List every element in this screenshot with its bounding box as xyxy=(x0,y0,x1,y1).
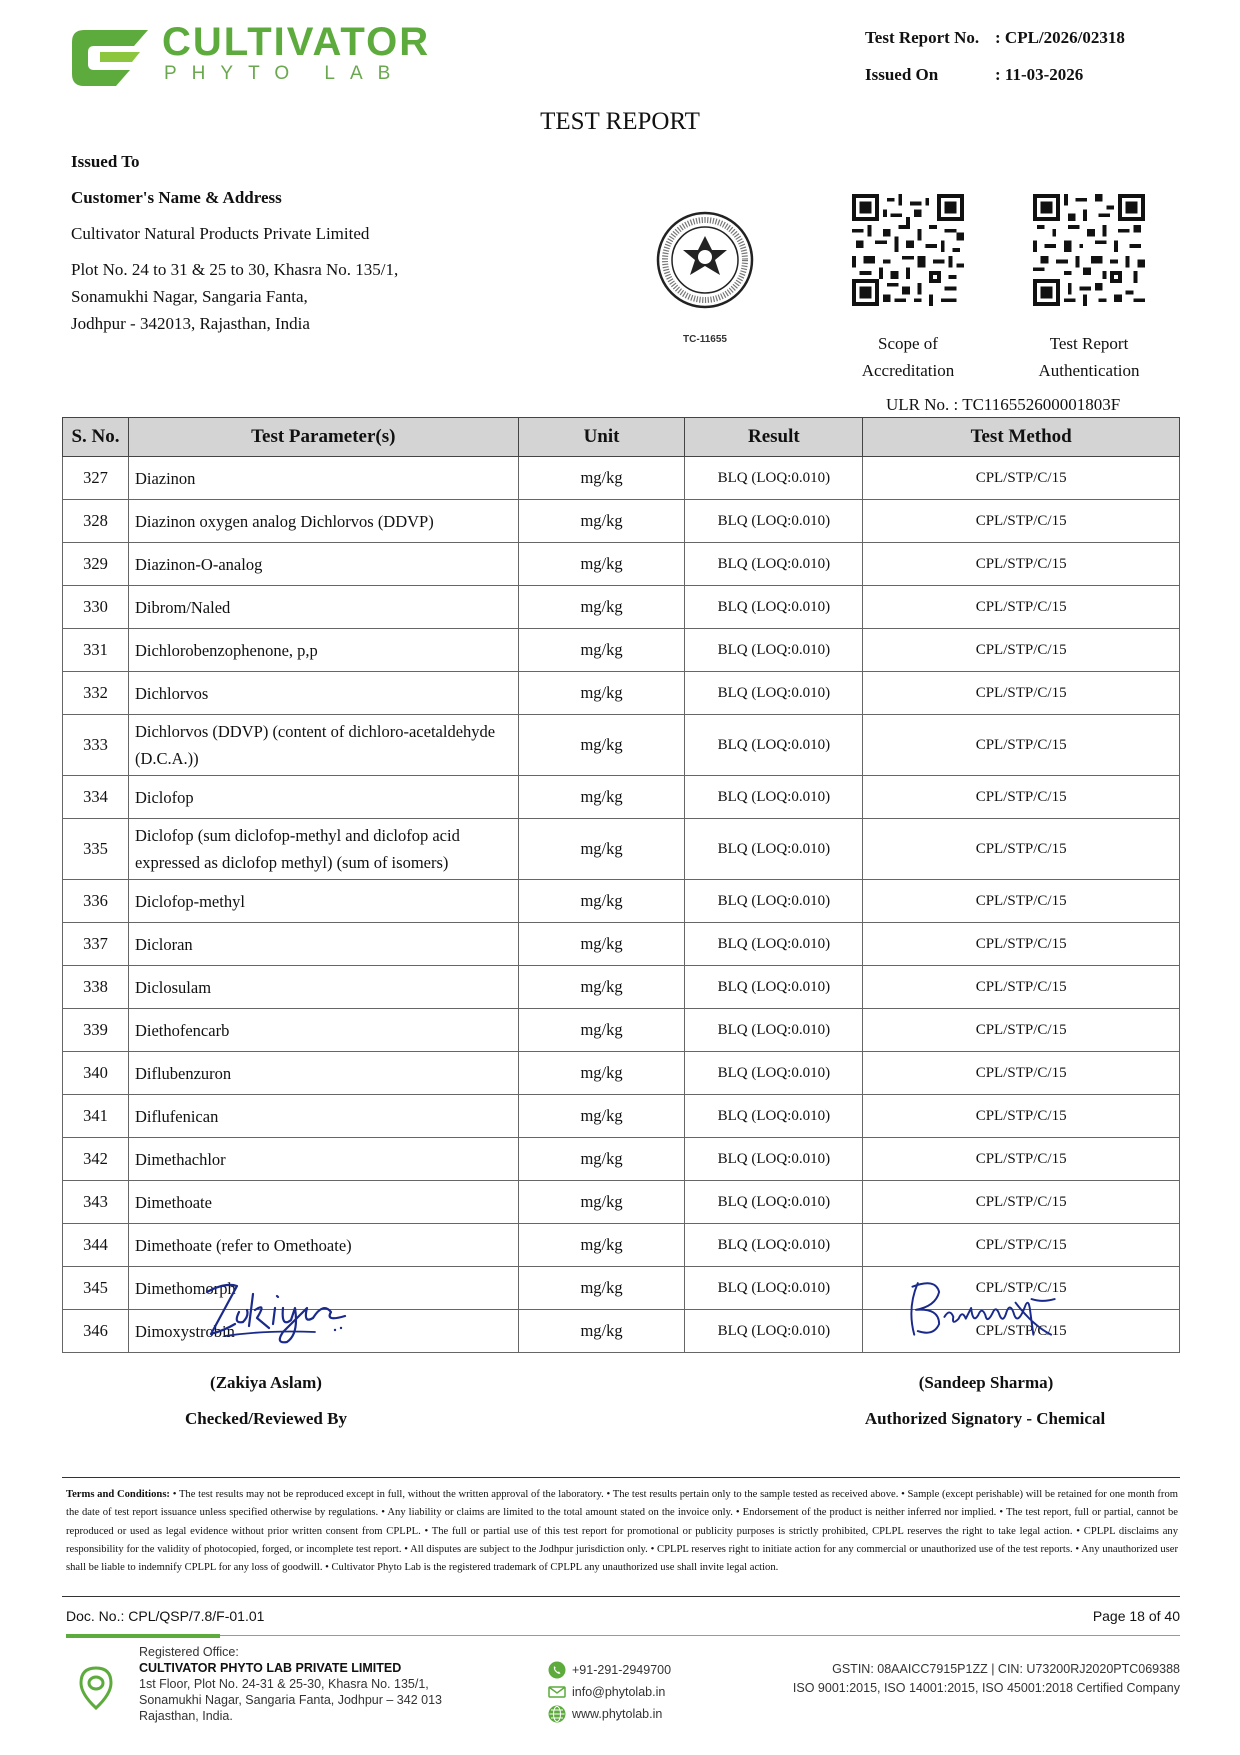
cell-parameter: Dichlorvos (DDVP) (content of dichloro-acetaldehyde (D.C.A.)) xyxy=(128,715,518,776)
checker-role: Checked/Reviewed By xyxy=(185,1409,347,1428)
table-row xyxy=(63,880,1180,923)
table-row xyxy=(63,715,1180,776)
column-header-method: Test Method xyxy=(863,418,1180,457)
cell-parameter: Diazinon oxygen analog Dichlorvos (DDVP) xyxy=(128,500,518,543)
cell-sno: 335 xyxy=(63,819,129,880)
office-address-line: Sonamukhi Nagar, Sangaria Fanta, Jodhpur – 342 013 xyxy=(139,1693,442,1707)
table-row xyxy=(63,923,1180,966)
cell-result: BLQ (LOQ:0.010) xyxy=(685,776,863,819)
brand-subtitle: PHYTO LAB xyxy=(164,63,406,84)
table-header-row xyxy=(63,418,1180,457)
cell-result: BLQ (LOQ:0.010) xyxy=(685,880,863,923)
table-row xyxy=(63,586,1180,629)
footer-accent-bar xyxy=(66,1634,220,1638)
cell-method: CPL/STP/C/15 xyxy=(863,1310,1180,1353)
cell-unit: mg/kg xyxy=(518,1224,685,1267)
column-header-parameter: Test Parameter(s) xyxy=(128,418,518,457)
cell-method: CPL/STP/C/15 xyxy=(863,776,1180,819)
cell-result: BLQ (LOQ:0.010) xyxy=(685,1009,863,1052)
cell-result: BLQ (LOQ:0.010) xyxy=(685,966,863,1009)
cell-sno: 339 xyxy=(63,1009,129,1052)
customer-line: Cultivator Natural Products Private Limited xyxy=(71,224,370,243)
cell-unit: mg/kg xyxy=(518,1181,685,1224)
phone-icon xyxy=(548,1661,566,1679)
issued-to-label: Issued To xyxy=(71,152,140,171)
company-name: CULTIVATOR PHYTO LAB PRIVATE LIMITED xyxy=(139,1661,402,1675)
cell-parameter: Diclosulam xyxy=(128,966,518,1009)
cell-result: BLQ (LOQ:0.010) xyxy=(685,629,863,672)
cell-result: BLQ (LOQ:0.010) xyxy=(685,923,863,966)
cell-method: CPL/STP/C/15 xyxy=(863,880,1180,923)
cell-parameter: Dimethachlor xyxy=(128,1138,518,1181)
cell-unit: mg/kg xyxy=(518,457,685,500)
cell-method: CPL/STP/C/15 xyxy=(863,1267,1180,1310)
cell-sno: 328 xyxy=(63,500,129,543)
cell-result: BLQ (LOQ:0.010) xyxy=(685,457,863,500)
cell-method: CPL/STP/C/15 xyxy=(863,966,1180,1009)
cell-method: CPL/STP/C/15 xyxy=(863,629,1180,672)
cell-method: CPL/STP/C/15 xyxy=(863,1052,1180,1095)
cell-parameter: Dicloran xyxy=(128,923,518,966)
cell-parameter: Diflubenzuron xyxy=(128,1052,518,1095)
cell-sno: 333 xyxy=(63,715,129,776)
cell-parameter: Diazinon xyxy=(128,457,518,500)
brand-name: CULTIVATOR xyxy=(162,20,431,64)
website[interactable]: www.phytolab.in xyxy=(572,1707,663,1721)
cell-unit: mg/kg xyxy=(518,629,685,672)
cell-parameter: Dimethoate (refer to Omethoate) xyxy=(128,1224,518,1267)
signatory-name: (Sandeep Sharma) xyxy=(918,1373,1054,1392)
cell-method: CPL/STP/C/15 xyxy=(863,1138,1180,1181)
divider xyxy=(62,1596,1180,1597)
brand-logo-icon xyxy=(70,24,150,90)
cell-unit: mg/kg xyxy=(518,715,685,776)
cell-parameter: Dichlorvos xyxy=(128,672,518,715)
cell-result: BLQ (LOQ:0.010) xyxy=(685,586,863,629)
cell-parameter: Dimethoate xyxy=(128,1181,518,1224)
table-row xyxy=(63,457,1180,500)
column-header-unit: Unit xyxy=(518,418,685,457)
issued-on-label: Issued On xyxy=(865,65,939,84)
customer-line: Jodhpur - 342013, Rajasthan, India xyxy=(71,314,310,333)
cell-result: BLQ (LOQ:0.010) xyxy=(685,1181,863,1224)
cell-sno: 346 xyxy=(63,1310,129,1353)
page-number: Page 18 of 40 xyxy=(1092,1608,1180,1624)
cell-unit: mg/kg xyxy=(518,880,685,923)
scope-qr-code-icon[interactable] xyxy=(852,194,964,306)
cell-parameter: Diclofop xyxy=(128,776,518,819)
cell-sno: 340 xyxy=(63,1052,129,1095)
table-row xyxy=(63,1181,1180,1224)
iso-certifications: ISO 9001:2015, ISO 14001:2015, ISO 45001:2018 Certified Company xyxy=(792,1681,1180,1695)
cell-unit: mg/kg xyxy=(518,1095,685,1138)
cell-parameter: Diethofencarb xyxy=(128,1009,518,1052)
footer-divider xyxy=(220,1635,1180,1636)
table-row xyxy=(63,629,1180,672)
customer-heading: Customer's Name & Address xyxy=(71,188,282,207)
cell-sno: 342 xyxy=(63,1138,129,1181)
cell-sno: 338 xyxy=(63,966,129,1009)
table-row xyxy=(63,1224,1180,1267)
table-row xyxy=(63,1138,1180,1181)
cell-sno: 344 xyxy=(63,1224,129,1267)
cell-result: BLQ (LOQ:0.010) xyxy=(685,715,863,776)
globe-icon xyxy=(548,1705,566,1723)
results-table xyxy=(62,417,1180,1353)
cell-sno: 337 xyxy=(63,923,129,966)
cell-unit: mg/kg xyxy=(518,500,685,543)
cell-result: BLQ (LOQ:0.010) xyxy=(685,672,863,715)
cell-result: BLQ (LOQ:0.010) xyxy=(685,543,863,586)
divider xyxy=(62,1477,1180,1478)
cell-sno: 330 xyxy=(63,586,129,629)
phone-number[interactable]: +91-291-2949700 xyxy=(572,1663,672,1677)
cell-sno: 341 xyxy=(63,1095,129,1138)
location-pin-icon xyxy=(78,1666,114,1710)
issued-on-value: : 11-03-2026 xyxy=(995,65,1084,84)
cell-parameter: Diflufenican xyxy=(128,1095,518,1138)
authentication-qr-caption: Test Report Authentication xyxy=(1038,334,1140,380)
cell-method: CPL/STP/C/15 xyxy=(863,500,1180,543)
cell-method: CPL/STP/C/15 xyxy=(863,923,1180,966)
cell-method: CPL/STP/C/15 xyxy=(863,1181,1180,1224)
office-address-line: Rajasthan, India. xyxy=(139,1709,233,1723)
cell-result: BLQ (LOQ:0.010) xyxy=(685,1224,863,1267)
cell-unit: mg/kg xyxy=(518,819,685,880)
cell-method: CPL/STP/C/15 xyxy=(863,819,1180,880)
cell-method: CPL/STP/C/15 xyxy=(863,543,1180,586)
cell-method: CPL/STP/C/15 xyxy=(863,715,1180,776)
cell-method: CPL/STP/C/15 xyxy=(863,457,1180,500)
signature-zakiya-icon xyxy=(195,1272,355,1352)
column-header-result: Result xyxy=(685,418,863,457)
cell-sno: 327 xyxy=(63,457,129,500)
cell-result: BLQ (LOQ:0.010) xyxy=(685,1310,863,1353)
table-row xyxy=(63,776,1180,819)
table-row xyxy=(63,966,1180,1009)
cell-method: CPL/STP/C/15 xyxy=(863,1095,1180,1138)
terms-and-conditions xyxy=(66,1486,1178,1577)
cell-unit: mg/kg xyxy=(518,966,685,1009)
cell-parameter: Dimethomorph xyxy=(128,1267,518,1310)
report-no-label: Test Report No. xyxy=(865,28,980,47)
gstin-cin: GSTIN: 08AAICC7915P1ZZ | CIN: U73200RJ2020PTC069388 xyxy=(832,1662,1180,1676)
cell-unit: mg/kg xyxy=(518,923,685,966)
cell-sno: 332 xyxy=(63,672,129,715)
cell-parameter: Diazinon-O-analog xyxy=(128,543,518,586)
accreditation-seal-icon xyxy=(655,210,755,310)
email-address[interactable]: info@phytolab.in xyxy=(572,1685,666,1699)
checker-name: (Zakiya Aslam) xyxy=(210,1373,322,1392)
scope-qr-caption: Scope of Accreditation xyxy=(861,334,955,380)
cell-parameter: Diclofop (sum diclofop-methyl and diclofop acid expressed as diclofop methyl) (sum of isomers) xyxy=(128,819,518,880)
terms-text: • The test results may not be reproduced except in full, without the written approval of the laboratory. • The test results pertain only to the sample tested as received above. • Sample (except perishable) will be retained for one month from the date of test report issuance unless specified otherwise by regulations. • Any liability or claims are limited to the total amount stated on the invoice only. • Endorsement of the product is neither inferred nor implied. • The test report, full or partial, cannot be reproduced or used as legal evidence without prior written consent from CPLPL. • The full or partial use of this test report for promotional or publicity purposes is strictly prohibited, CPLPL reserves the right to take legal action. • CPLPL disclaims any responsibility for the validity of photocopied, forged, or incomplete test report. • All disputes are subject to the Jodhpur jurisdiction only. • CPLPL reserves right to initiate action for any commercial or unauthorized use of the test reports. • Any unauthorized user shall be liable to indemnify CPLPL for any loss of goodwill. • Cultivator Phyto Lab is the registered trademark of CPLPL any unauthorized use shall invite legal action. xyxy=(66,1489,1178,1574)
accreditation-code: TC-11655 xyxy=(683,334,727,345)
cell-sno: 334 xyxy=(63,776,129,819)
cell-sno: 329 xyxy=(63,543,129,586)
cell-result: BLQ (LOQ:0.010) xyxy=(685,1095,863,1138)
signatory-role: Authorized Signatory - Chemical xyxy=(864,1409,1106,1428)
cell-parameter: Dichlorobenzophenone, p,p xyxy=(128,629,518,672)
cell-method: CPL/STP/C/15 xyxy=(863,586,1180,629)
office-label: Registered Office: xyxy=(139,1645,239,1659)
cell-method: CPL/STP/C/15 xyxy=(863,1009,1180,1052)
table-row xyxy=(63,819,1180,880)
cell-sno: 343 xyxy=(63,1181,129,1224)
signature-sandeep-icon xyxy=(900,1268,1060,1348)
customer-line: Plot No. 24 to 31 & 25 to 30, Khasra No. 135/1, xyxy=(71,260,399,279)
cell-unit: mg/kg xyxy=(518,776,685,819)
table-row xyxy=(63,500,1180,543)
table-row xyxy=(63,1095,1180,1138)
cell-parameter: Dimoxystrobin xyxy=(128,1310,518,1353)
cell-sno: 345 xyxy=(63,1267,129,1310)
cell-unit: mg/kg xyxy=(518,672,685,715)
table-row xyxy=(63,1052,1180,1095)
cell-method: CPL/STP/C/15 xyxy=(863,1224,1180,1267)
cell-result: BLQ (LOQ:0.010) xyxy=(685,500,863,543)
terms-label: Terms and Conditions: xyxy=(66,1489,170,1500)
ulr-number: ULR No. : TC116552600001803F xyxy=(886,395,1121,414)
cell-unit: mg/kg xyxy=(518,586,685,629)
cell-unit: mg/kg xyxy=(518,1138,685,1181)
email-icon xyxy=(548,1683,566,1701)
cell-parameter: Dibrom/Naled xyxy=(128,586,518,629)
cell-result: BLQ (LOQ:0.010) xyxy=(685,1052,863,1095)
cell-result: BLQ (LOQ:0.010) xyxy=(685,1138,863,1181)
table-row xyxy=(63,543,1180,586)
authentication-qr-code-icon[interactable] xyxy=(1033,194,1145,306)
cell-result: BLQ (LOQ:0.010) xyxy=(685,1267,863,1310)
cell-unit: mg/kg xyxy=(518,1052,685,1095)
cell-result: BLQ (LOQ:0.010) xyxy=(685,819,863,880)
document-number: Doc. No.: CPL/QSP/7.8/F-01.01 xyxy=(66,1608,265,1624)
cell-unit: mg/kg xyxy=(518,1310,685,1353)
column-header-sno: S. No. xyxy=(63,418,129,457)
customer-line: Sonamukhi Nagar, Sangaria Fanta, xyxy=(71,287,308,306)
cell-sno: 331 xyxy=(63,629,129,672)
table-row xyxy=(63,672,1180,715)
cell-parameter: Diclofop-methyl xyxy=(128,880,518,923)
page-title: TEST REPORT xyxy=(540,108,700,135)
cell-unit: mg/kg xyxy=(518,1009,685,1052)
cell-unit: mg/kg xyxy=(518,1267,685,1310)
cell-unit: mg/kg xyxy=(518,543,685,586)
table-row xyxy=(63,1009,1180,1052)
cell-sno: 336 xyxy=(63,880,129,923)
report-no-value: : CPL/2026/02318 xyxy=(995,28,1125,47)
cell-method: CPL/STP/C/15 xyxy=(863,672,1180,715)
office-address-line: 1st Floor, Plot No. 24-31 & 25-30, Khasra No. 135/1, xyxy=(139,1677,429,1691)
